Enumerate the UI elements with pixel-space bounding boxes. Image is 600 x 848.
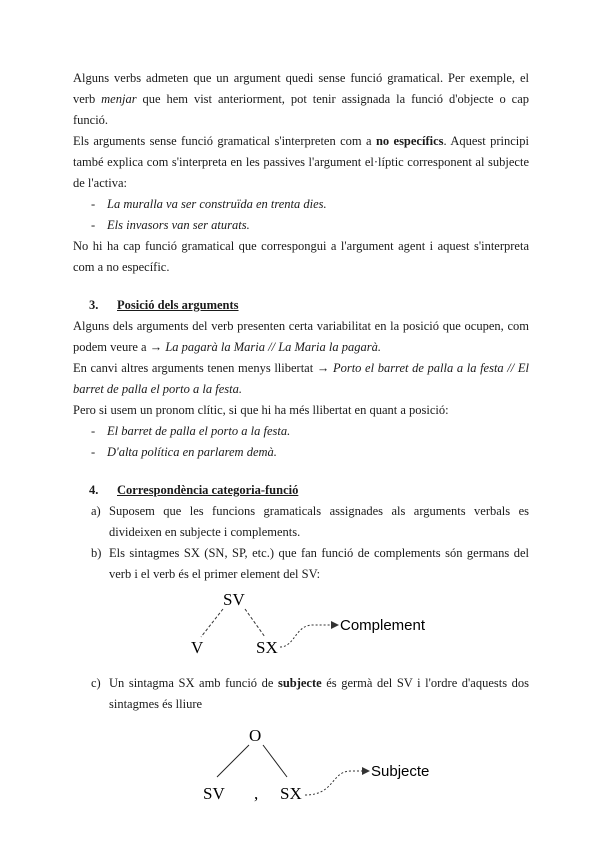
function-label: Subjecte (371, 763, 430, 780)
tree-subject-svg (73, 715, 529, 811)
arrow-head-icon (362, 767, 370, 775)
example-item: - Els invasors van ser aturats. (91, 218, 250, 232)
tree-branch (245, 609, 265, 637)
tree-branch (263, 745, 287, 777)
paragraph-position: Alguns dels arguments del verb presenten certa variabilitat en la posició que ocupen, com podem veure a → La pagarà la Maria // La Maria la pagarà. (73, 319, 529, 354)
example-item: - El barret de palla el porto a la festa. (91, 424, 291, 438)
list-item-c: c) Un sintagma SX amb funció de subjecte és germà del SV i l'ordre d'aquests dos sintagmes és lliure (91, 676, 530, 711)
paragraph-non-specific: Els arguments sense funció gramatical s'interpreten com a no específics. Aquest principi també explica com s'interpreta en les passives l'argument el·líptic corresponent al subjecte de l'activa: (73, 134, 530, 190)
tree-branch (201, 609, 223, 637)
list-item-b: b) Els sintagmes SX (SN, SP, etc.) que fan funció de complements són germans del verb i el verb és el primer element del SV: (91, 546, 529, 581)
example-item: - La muralla va ser construïda en trenta dies. (91, 197, 327, 211)
tree-branch (217, 745, 249, 777)
arrow-head-icon (331, 621, 339, 629)
section-4-heading: 4. Correspondència categoria-funció (89, 483, 299, 497)
example-item: - D'alta política en parlarem demà. (91, 445, 277, 459)
connector-curve (280, 625, 333, 647)
list-item-a: a) Suposem que les funcions gramaticals assignades als arguments verbals es divideixen en subjecte i complements. (91, 504, 529, 539)
tree-node-right: SX (256, 638, 278, 657)
tree-comma: , (254, 784, 259, 803)
paragraph-less-freedom: En canvi altres arguments tenen menys llibertat → Porto el barret de palla a la festa // El barret de palla el porto a la festa. (73, 361, 529, 396)
bold-term: subjecte (277, 676, 322, 690)
section-3-heading: 3. Posició dels arguments (89, 298, 239, 312)
document-page (73, 68, 529, 811)
tree-diagram-complement (73, 585, 529, 673)
tree-complement-svg (73, 585, 529, 673)
tree-node-root: O (249, 726, 262, 745)
tree-node-left: V (191, 638, 204, 657)
paragraph-agent: No hi ha cap funció gramatical que correspongui a l'argument agent i aquest s'interpreta com a no específic. (73, 239, 529, 274)
tree-node-right: SX (280, 784, 302, 803)
tree-node-root: SV (223, 590, 245, 609)
bold-term: no específics (375, 134, 444, 148)
paragraph-clitic: Pero si usem un pronom clític, si que hi ha més llibertat en quant a posició: (73, 403, 449, 417)
tree-diagram-subject (73, 715, 529, 811)
verb-example: menjar (101, 92, 137, 106)
function-label: Complement (340, 617, 426, 634)
tree-node-left: SV (203, 784, 225, 803)
paragraph-intro: Alguns verbs admeten que un argument quedi sense funció gramatical. Per exemple, el verb menjar que hem vist anteriorment, pot tenir assignada la funció d'objecte o cap funció. (73, 71, 530, 127)
connector-curve (305, 771, 363, 795)
